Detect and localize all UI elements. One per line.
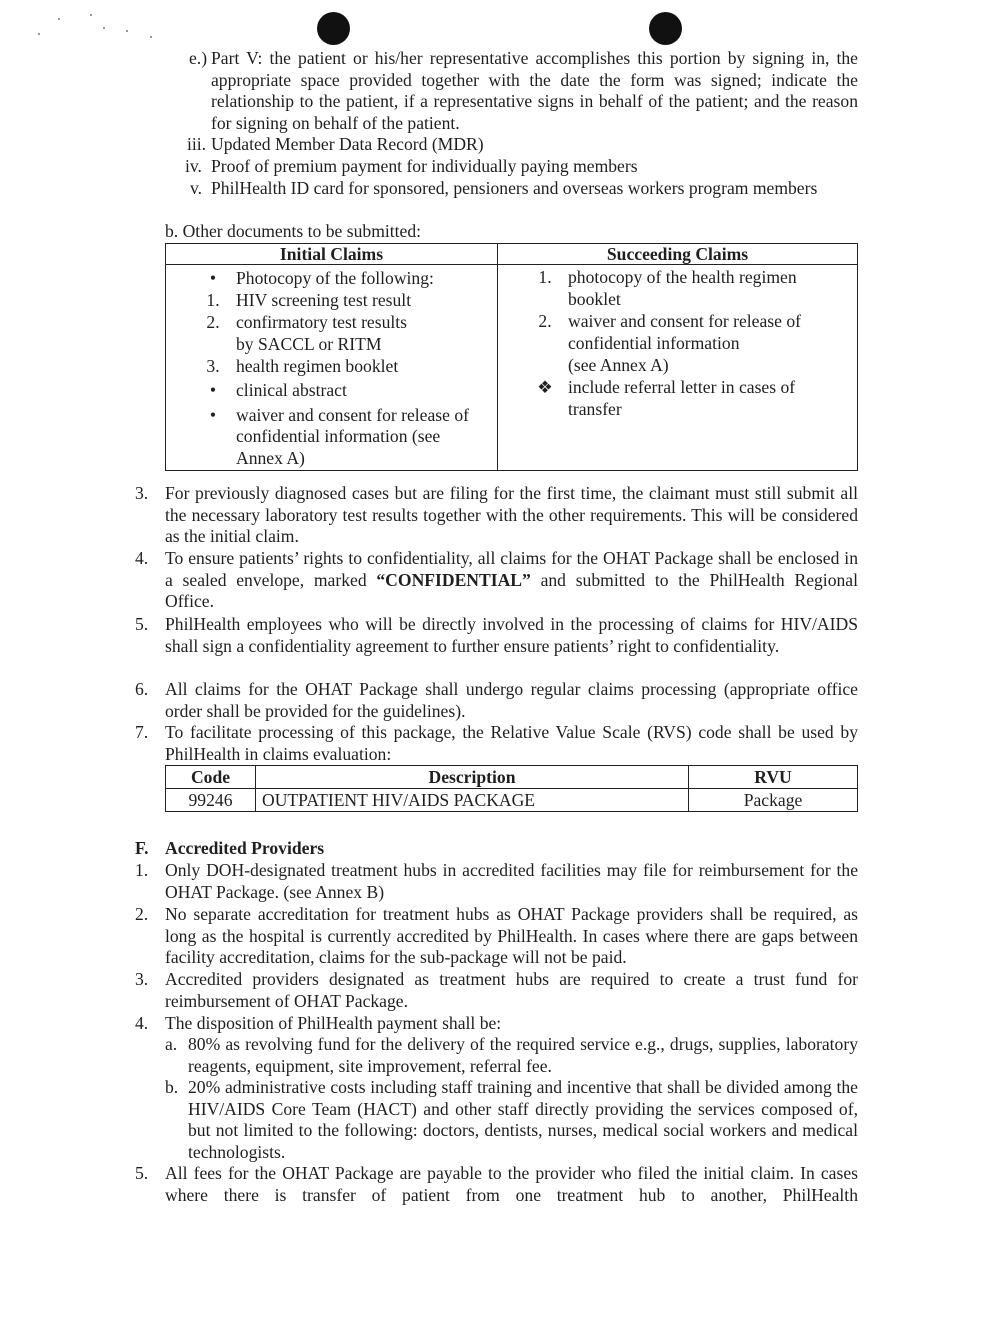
list-item — [166, 356, 497, 378]
item-marker: v. — [190, 178, 203, 198]
item-text: clinical abstract — [236, 380, 347, 401]
punch-hole-left — [317, 12, 350, 45]
item-marker: a. — [165, 1034, 178, 1054]
scan-speck — [90, 14, 92, 16]
item-marker: 4. — [135, 548, 149, 568]
paragraph-text: To ensure patients’ rights to confidentiality, all claims for the OHAT Package shall be enclosed in a sealed envelope, marked — [165, 548, 858, 590]
scan-speck — [103, 27, 105, 29]
paragraph: Part V: the patient or his/her representative accomplishes this portion by signing in, the appropriate space provided together with the date the form was signed; indicate the relationship to the patient, if a representative signs in behalf of the patient; and the reason for signing on behalf of the patient. — [211, 48, 858, 134]
paragraph: The disposition of PhilHealth payment shall be: — [165, 1013, 502, 1033]
item-text: photocopy of the health regimen booklet — [568, 267, 797, 309]
table-header: Succeeding Claims — [498, 244, 858, 265]
list-item — [498, 377, 828, 420]
paragraph-text: and submitted to the PhilHealth Regional Office. — [165, 569, 858, 612]
item-text: confirmatory test results by SACCL or RITM — [236, 312, 408, 355]
paragraph: 80% as revolving fund for the delivery of the required service e.g., drugs, supplies, laboratory reagents, equipment, site improvement, referral fee. — [188, 1034, 858, 1076]
item-marker: 4. — [135, 1013, 149, 1033]
paragraph: 20% administrative costs including staff training and incentive that shall be divided among the HIV/AIDS Core Team (HACT) and other staff directly providing the services composed of, but not limited to the following: doctors, dentists, nurses, medical social workers and medical technologists. — [188, 1077, 858, 1163]
other-documents-table — [165, 243, 858, 471]
item-marker: b. — [165, 1077, 179, 1097]
item-marker: iv. — [185, 156, 202, 176]
paragraph: For previously diagnosed cases but are filing for the first time, the claimant must still submit all the necessary laboratory test results together with the other requirements. This will be considered as the initial claim. — [165, 483, 858, 547]
table-cell: Package — [689, 789, 858, 812]
item-marker: • — [209, 380, 217, 401]
paragraph: Proof of premium payment for individually paying members — [211, 156, 638, 176]
item-text: waiver and consent for release of confidential information (see Annex A) — [236, 404, 470, 469]
item-marker: • — [209, 404, 217, 425]
item-marker: 5. — [135, 614, 149, 634]
item-marker: 1. — [538, 267, 552, 287]
item-marker: ❖ — [537, 377, 553, 398]
list-item — [498, 311, 833, 354]
item-marker: 6. — [135, 679, 149, 699]
scan-speck — [150, 36, 152, 38]
item-marker: 2. — [538, 310, 552, 331]
paragraph: Only DOH-designated treatment hubs in accredited facilities may file for reimbursement for the OHAT Package. (see Annex B) — [165, 860, 858, 902]
section-heading: b. Other documents to be submitted: — [165, 221, 422, 241]
item-marker: 1. — [135, 860, 149, 880]
item-text: health regimen booklet — [236, 356, 399, 377]
table-header: Description — [256, 766, 689, 789]
section-title: Accredited Providers — [165, 838, 325, 858]
initial-claims-cell — [166, 265, 498, 471]
confidential-label: “CONFIDENTIAL” — [376, 569, 531, 590]
list-item — [166, 405, 486, 470]
list-item — [166, 290, 497, 312]
item-marker: 3. — [206, 356, 220, 377]
item-marker: 3. — [135, 483, 149, 503]
punch-hole-right — [649, 12, 682, 45]
section-marker: F. — [135, 838, 149, 858]
item-marker: 1. — [206, 290, 220, 311]
list-item — [166, 268, 497, 290]
scan-speck — [38, 33, 40, 35]
scan-speck — [58, 18, 60, 20]
table-cell: OUTPATIENT HIV/AIDS PACKAGE — [256, 789, 689, 812]
rvs-code-table — [165, 765, 858, 812]
paragraph: To facilitate processing of this package, the Relative Value Scale (RVS) code shall be used by PhilHealth in claims evaluation: — [165, 722, 858, 764]
item-marker: • — [209, 268, 217, 288]
item-text: Photocopy of the following: — [236, 268, 434, 288]
table-row — [166, 789, 858, 812]
item-marker: 2. — [135, 904, 149, 924]
paragraph: PhilHealth employees who will be directly involved in the processing of claims for HIV/AIDS shall sign a confidentiality agreement to further ensure patients’ right to confidentiality. — [165, 614, 858, 656]
item-marker: 7. — [135, 722, 149, 742]
item-marker: e.) — [189, 48, 208, 68]
item-marker: 3. — [135, 969, 149, 989]
list-item — [498, 267, 828, 310]
item-text: waiver and consent for release of confidential information — [568, 310, 802, 353]
item-marker: 5. — [135, 1163, 149, 1183]
item-text: HIV screening test result — [236, 290, 412, 311]
paragraph: PhilHealth ID card for sponsored, pensioners and overseas workers program members — [211, 178, 818, 198]
paragraph: All fees for the OHAT Package are payable to the provider who filed the initial claim. In cases where there is transfer of patient from one treatment hub to another, PhilHealth — [165, 1163, 858, 1205]
item-marker: 2. — [206, 312, 220, 333]
list-item — [166, 380, 497, 402]
list-item — [498, 355, 857, 377]
paragraph — [165, 548, 858, 613]
item-marker: iii. — [187, 134, 207, 154]
scan-speck — [126, 30, 128, 32]
table-header: Initial Claims — [166, 244, 498, 265]
paragraph: All claims for the OHAT Package shall undergo regular claims processing (appropriate office order shall be provided for the guidelines). — [165, 679, 858, 721]
item-text: (see Annex A) — [568, 354, 669, 375]
table-cell: 99246 — [166, 789, 256, 812]
succeeding-claims-cell — [498, 265, 858, 471]
paragraph: Updated Member Data Record (MDR) — [211, 134, 484, 154]
table-header: Code — [166, 766, 256, 789]
item-text: include referral letter in cases of transfer — [568, 377, 796, 419]
paragraph: No separate accreditation for treatment hubs as OHAT Package providers shall be required, as long as the hospital is currently accredited by PhilHealth. In cases where there are gaps between facility accreditation, claims for the sub-package will not be paid. — [165, 904, 858, 968]
list-item — [166, 312, 416, 355]
table-header: RVU — [689, 766, 858, 789]
paragraph: Accredited providers designated as treatment hubs are required to create a trust fund for reimbursement of OHAT Package. — [165, 969, 858, 1011]
